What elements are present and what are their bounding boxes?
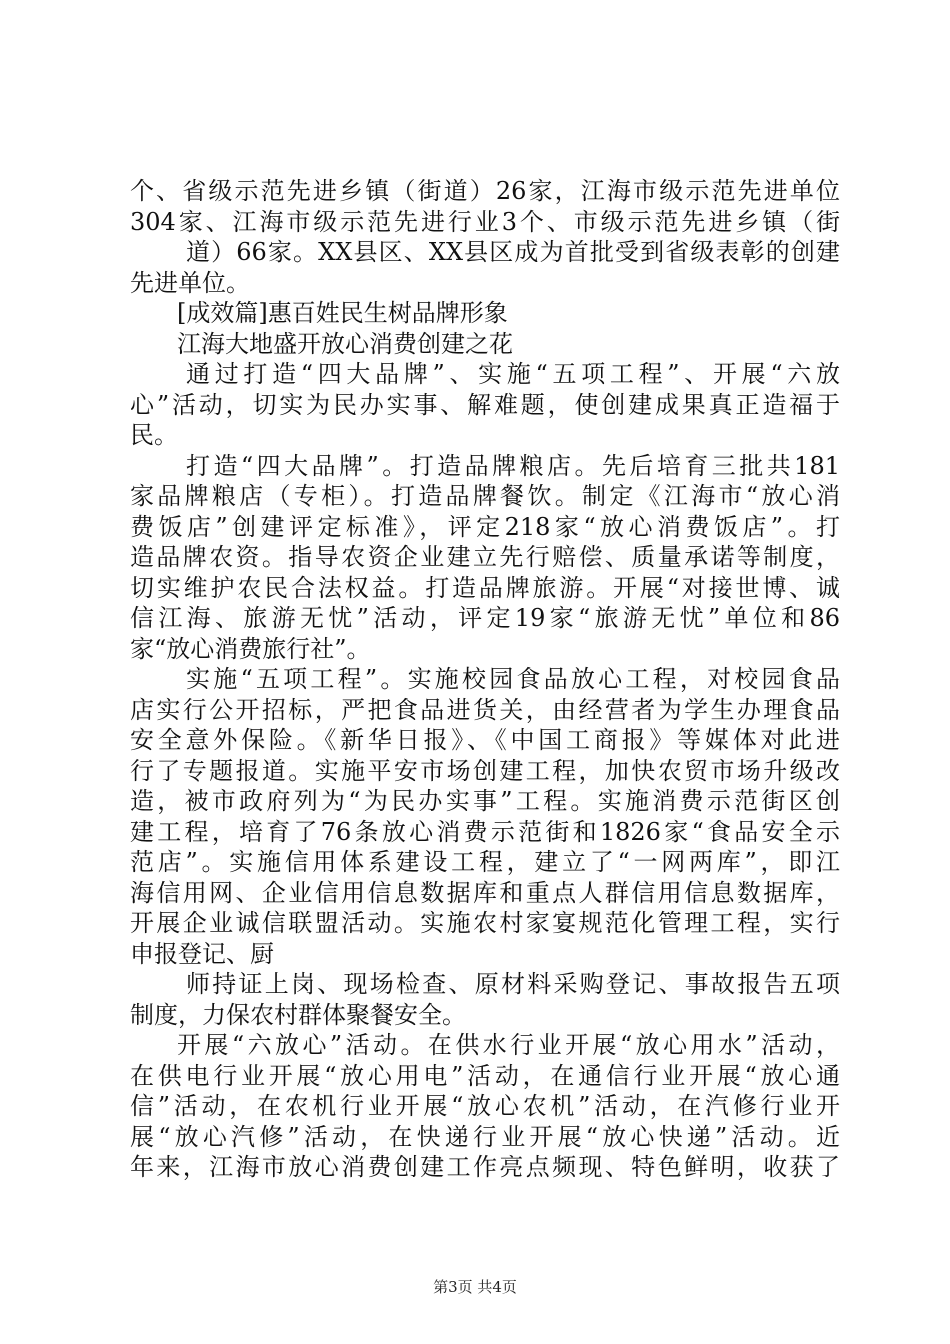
text-line: 道）66家。XX县区、XX县区成为首批受到省级表彰的创建	[186, 238, 840, 266]
text-line: 海信用网、企业信用信息数据库和重点人群信用信息数据库，	[130, 878, 840, 907]
text-line: 实施“五项工程”。实施校园食品放心工程，对校园食品	[186, 665, 840, 693]
text-line: 信”活动，在农机行业开展“放心农机”活动，在汽修行业开	[130, 1092, 840, 1120]
text-line: 造品牌农资。指导农资企业建立先行赔偿、质量承诺等制度，	[130, 543, 840, 571]
text-line: 开展“六放心”活动。在供水行业开展“放心用水”活动，	[177, 1031, 840, 1059]
text-line: 通过打造“四大品牌”、实施“五项工程”、开展“六放	[186, 360, 840, 388]
text-line: 行了专题报道。实施平安市场创建工程，加快农贸市场升级改	[130, 756, 840, 785]
text-line: 范店”。实施信用体系建设工程，建立了“一网两库”，即江	[130, 848, 840, 876]
text-line: 切实维护农民合法权益。打造品牌旅游。开展“对接世博、诚	[130, 573, 840, 602]
text-line: 民。	[130, 421, 178, 449]
text-line: 信江海、旅游无忧”活动，评定19家“旅游无忧”单位和86	[130, 604, 840, 632]
text-line: 304家、江海市级示范先进行业3个、市级示范先进乡镇（街	[130, 207, 840, 236]
text-line: 展“放心汽修”活动，在快递行业开展“放心快递”活动。近	[130, 1122, 840, 1151]
page-footer: 第3页 共4页	[433, 1278, 517, 1296]
text-line: 年来，江海市放心消费创建工作亮点频现、特色鲜明，收获了	[130, 1153, 840, 1181]
text-line: 打造“四大品牌”。打造品牌粮店。先后培育三批共181	[186, 451, 840, 480]
text-line: 在供电行业开展“放心用电”活动，在通信行业开展“放心通	[130, 1061, 840, 1090]
text-line: 安全意外保险。《新华日报》、《中国工商报》等媒体对此进	[130, 726, 840, 754]
text-line: 心”活动，切实为民办实事、解难题，使创建成果真正造福于	[130, 390, 840, 419]
text-line: 申报登记、厨	[130, 939, 274, 968]
text-line: 江海大地盛开放心消费创建之花	[177, 329, 513, 358]
text-line: 建工程，培育了76条放心消费示范街和1826家“食品安全示	[130, 817, 840, 846]
text-line: 先进单位。	[130, 268, 250, 297]
text-line: 个、省级示范先进乡镇（街道）26家，江海市级示范先进单位	[130, 177, 840, 205]
text-line: 家品牌粮店（专柜）。打造品牌餐饮。制定《江海市“放心消	[130, 482, 840, 510]
text-line: 造，被市政府列为“为民办实事”工程。实施消费示范街区创	[130, 787, 840, 815]
text-line: 师持证上岗、现场检查、原材料采购登记、事故报告五项	[186, 970, 840, 998]
text-line: 家“放心消费旅行社”。	[130, 634, 371, 663]
text-line: 费饭店”创建评定标准》，评定218家“放心消费饭店”。打	[130, 512, 840, 541]
document-body	[130, 176, 840, 1183]
text-line: 店实行公开招标，严把食品进货关，由经营者为学生办理食品	[130, 695, 840, 724]
text-line: 开展企业诚信联盟活动。实施农村家宴规范化管理工程，实行	[130, 909, 840, 937]
text-line: [成效篇]惠百姓民生树品牌形象	[177, 299, 508, 327]
text-line: 制度，力保农村群体聚餐安全。	[130, 1000, 466, 1029]
